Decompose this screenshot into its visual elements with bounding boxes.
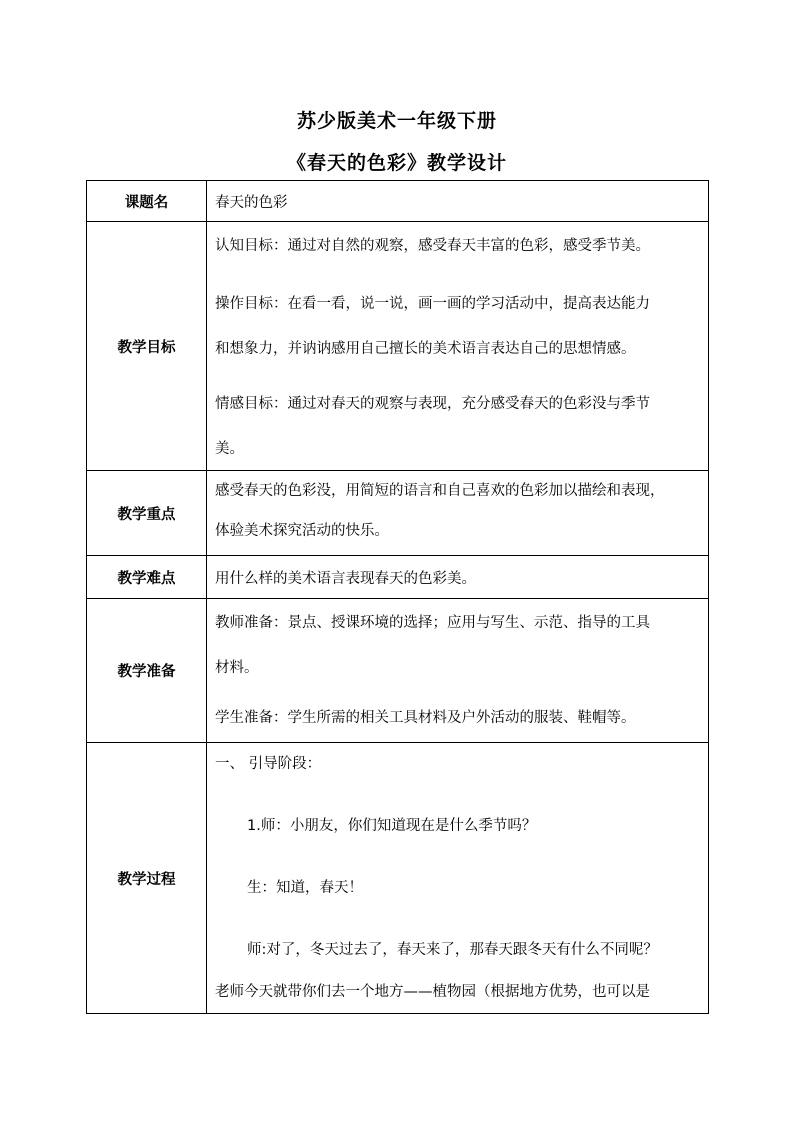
goals-cell: [207, 222, 709, 471]
key-points-line-2: 体验美术探究活动的快乐。: [215, 523, 389, 539]
process-cell: [207, 743, 709, 1014]
document-title: 苏少版美术一年级下册: [296, 110, 497, 132]
goals-label: 教学目标: [87, 222, 207, 471]
process-teacher-question: 1.师：小朋友，你们知道现在是什么季节吗？: [247, 818, 537, 834]
preparation-label: 教学准备: [87, 599, 207, 743]
difficulty-text: 用什么样的美术语言表现春天的色彩美。: [215, 570, 476, 587]
key-points-cell: [207, 471, 709, 556]
student-prep: 学生准备：学生所需的相关工具材料及户外活动的服装、鞋帽等。: [215, 710, 636, 726]
process-student-answer: 生：知道，春天！: [247, 880, 363, 896]
document-subtitle: 《春天的色彩》教学设计: [286, 152, 507, 174]
topic-cell: [207, 181, 709, 222]
goal-emotion-line-1: 情感目标：通过对春天的观察与表现，充分感受春天的色彩没与季节: [215, 396, 650, 412]
difficulty-cell: [207, 556, 709, 599]
teacher-prep-line-2: 材料。: [215, 660, 259, 676]
process-teacher-remark-line-2: 老师今天就带你们去一个地方——植物园（根据地方优势，也可以是: [215, 984, 650, 1000]
table-row-goals: [87, 222, 709, 471]
table-row-key-points: [87, 471, 709, 556]
process-label: 教学过程: [87, 743, 207, 1014]
table-row-topic: [87, 181, 709, 222]
teacher-prep-line-1: 教师准备：景点、授课环境的选择；应用与写生、示范、指导的工具: [215, 615, 650, 631]
topic-label: 课题名: [87, 181, 207, 222]
table-row-difficulty: [87, 556, 709, 599]
lesson-plan-table: [86, 180, 709, 1014]
table-row-preparation: [87, 599, 709, 743]
key-points-line-1: 感受春天的色彩没，用简短的语言和自己喜欢的色彩加以描绘和表现，: [215, 483, 665, 499]
process-teacher-remark-line-1: 师:对了，冬天过去了，春天来了，那春天跟冬天有什么不同呢？: [247, 942, 658, 958]
table-row-process: [87, 743, 709, 1014]
difficulty-label: 教学难点: [87, 556, 207, 599]
goal-emotion-line-2: 美。: [215, 441, 244, 457]
goal-operation-line-2: 和想象力，并讷讷感用自己擅长的美术语言表达自己的思想情感。: [215, 341, 636, 357]
goal-operation-line-1: 操作目标：在看一看，说一说，画一画的学习活动中，提高表达能力: [215, 296, 650, 312]
preparation-cell: [207, 599, 709, 743]
goal-cognitive: 认知目标：通过对自然的观察，感受春天丰富的色彩，感受季节美。: [215, 238, 650, 254]
process-stage-heading: 一、 引导阶段：: [215, 756, 322, 772]
key-points-label: 教学重点: [87, 471, 207, 556]
topic-text: 春天的色彩: [215, 194, 288, 211]
